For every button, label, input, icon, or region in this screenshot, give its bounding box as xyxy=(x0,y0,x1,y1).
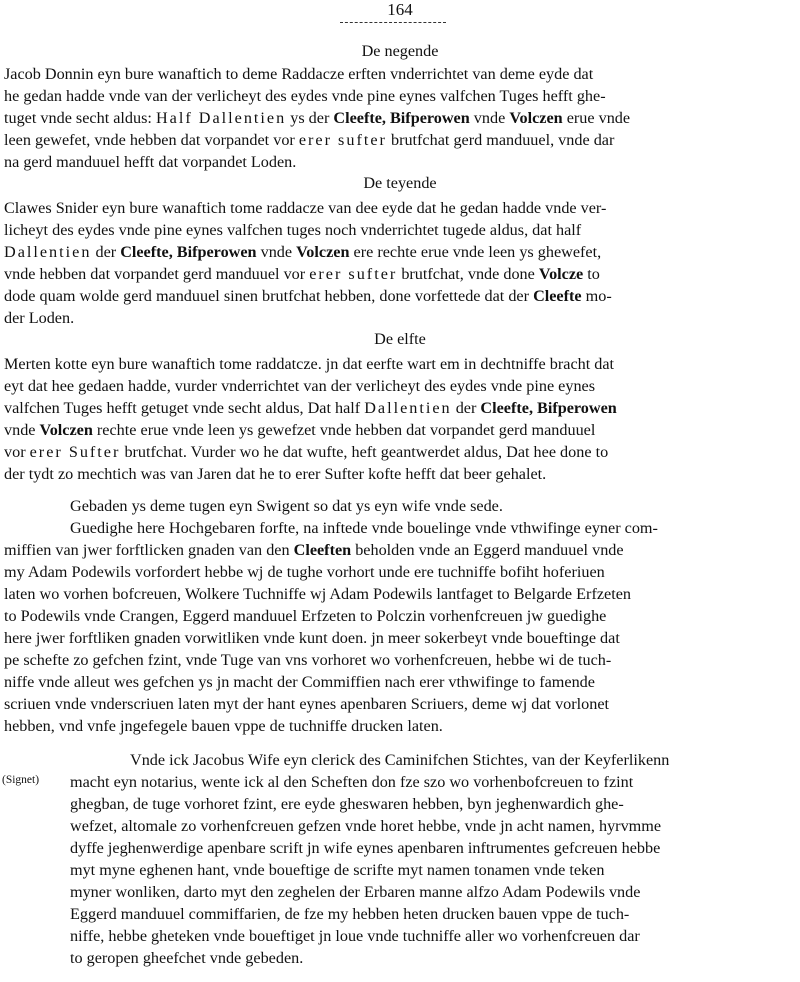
section-heading-teyende: De teyende xyxy=(363,174,437,192)
text-line: Merten kotte eyn bure wanaftich tome raddatcze. jn dat eerfte wart em in dechtniffe bracht dat xyxy=(4,355,615,373)
text-line: valfchen Tuges hefft getuget vnde secht aldus, Dat half Dallentien der Cleefte, Bifperowen xyxy=(4,399,617,417)
text-line: macht eyn notarius, wente ick al den Scheften don fze szo wo vorhenbofcreuen to fzint xyxy=(70,773,634,791)
text-line: licheyt des eydes vnde pine eynes valfchen tuges noch vnderrichtet tugede aldus, dat half xyxy=(4,221,582,239)
text-line: my Adam Podewils vorfordert hebbe wj de tughe vorhort unde ere tuchniffe bofiht hoferiuen xyxy=(4,563,605,581)
text-line: he gedan hadde vnde van der verlicheyt des eydes vnde pine eynes valfchen Tuges hefft ghe- xyxy=(4,87,606,105)
text-line: Eggerd manduuel commiffarien, de fze my hebben heten drucken bauen vppe de tuch- xyxy=(70,905,630,923)
text-line: Vnde ick Jacobus Wife eyn clerick des Caminifchen Stichtes, van der Keyferlikenn xyxy=(130,751,670,769)
section-heading-negende: De negende xyxy=(361,42,439,60)
signet-note: (Signet) xyxy=(2,774,40,786)
text-line: eyt dat hee gedaen hadde, vurder vnderrichtet van der verlicheyt des eydes vnde pine eynes xyxy=(4,377,596,395)
text-line: na gerd manduuel hefft dat vorpandet Loden. xyxy=(4,153,297,171)
text-line: myner wonliken, darto myt den zeghelen der Erbaren manne alfzo Adam Podewils vnde xyxy=(70,883,641,901)
text-line: der tydt zo mechtich was van Jaren dat he to erer Sufter kofte hefft dat beer gehalet. xyxy=(4,465,547,483)
text-line: miffien van jwer forftlicken gnaden van den Cleeften beholden vnde an Eggerd manduuel vnde xyxy=(4,541,624,559)
closing-line: Gebaden ys deme tugen eyn Swigent so dat ys eyn wife vnde sede. xyxy=(70,497,503,515)
text-line: Guedighe here Hochgebaren forfte, na inftede vnde bouelinge vnde vthwifinge eyner com- xyxy=(70,519,658,537)
text-line: tuget vnde secht aldus: Half Dallentien ys der Cleefte, Bifperowen vnde Volczen erue vnde xyxy=(4,109,631,127)
text-line: laten wo vorhen bofcreuen, Wolkere Tuchniffe wj Adam Podewils lantfaget to Belgarde Erfzeten xyxy=(4,585,631,603)
text-line: niffe, hebbe gheteken vnde boueftiget jn loue vnde tuchniffe aller wo vorhenfcreuen dar xyxy=(70,927,640,945)
page-number: 164 xyxy=(387,0,413,19)
text-line: leen gewefet, vnde hebben dat vorpandet vor erer sufter brutfchat gerd manduuel, vnde dar xyxy=(4,131,615,149)
text-line: dyffe jeghenwerdige apenbare scrift jn wife eynes apenbaren inftrumentes gefcreuen hebbe xyxy=(70,839,661,857)
text-line: der Loden. xyxy=(4,309,75,327)
text-line: dode quam wolde gerd manduuel sinen brutfchat hebben, done vorfettede dat der Cleefte mo- xyxy=(4,287,612,305)
text-line: to Podewils vnde Crangen, Eggerd manduuel Erfzeten to Polczin vorhenfcreuen jw guedighe xyxy=(4,607,607,625)
text-line: scriuen vnde vnderscriuen laten myt der hant eynes apenbaren Scriuers, deme wj dat vorlonet xyxy=(4,695,610,713)
text-line: here jwer forftliken gnaden vorwitliken vnde kunt doen. jn meer sokerbeyt vnde boueftinge dat xyxy=(4,629,620,647)
text-line: niffe vnde alleut wes gefchen ys jn macht der Commiffien nach erer vthwifinge to famende xyxy=(4,673,595,691)
text-line: Clawes Snider eyn bure wanaftich tome raddacze van dee eyde dat he gedan hadde vnde ver- xyxy=(4,199,607,217)
text-line: to geropen gheefchet vnde gebeden. xyxy=(70,949,304,967)
header-rule xyxy=(340,22,446,23)
text-line: ghegban, de tuge vorhoret fzint, ere eyde gheswaren hebben, byn jeghenwardich ghe- xyxy=(70,795,624,813)
text-line: wefzet, altomale zo vorhenfcreuen gefzen vnde horet hebbe, vnde jn acht namen, hyrvmme xyxy=(70,817,662,835)
text-line: pe schefte zo gefchen fzint, vnde Tuge van vns vorhoret wo vorhenfcreuen, hebbe wi de tuch- xyxy=(4,651,612,669)
text-line: Jacob Donnin eyn bure wanaftich to deme Raddacze erften vnderrichtet van deme eyde dat xyxy=(4,65,594,83)
text-line: vnde hebben dat vorpandet gerd manduuel vor erer sufter brutfchat, vnde done Volcze to xyxy=(4,265,600,283)
text-line: myt myne eghenen hant, vnde boueftige de scrifte myt namen tonamen vnde teken xyxy=(70,861,605,879)
text-line: hebben, vnd vnfe jngefegele bauen vppe de tuchniffe drucken laten. xyxy=(4,717,443,735)
section-heading-elfte: De elfte xyxy=(374,330,426,348)
text-line: vnde Volczen rechte erue vnde leen ys gewefzet vnde hebben dat vorpandet gerd manduuel xyxy=(4,421,596,439)
text-line: Dallentien der Cleefte, Bifperowen vnde Volczen ere rechte erue vnde leen ys ghewefet, xyxy=(4,243,602,261)
text-line: vor erer Sufter brutfchat. Vurder wo he dat wufte, heft geantwerdet aldus, Dat hee done to xyxy=(4,443,609,461)
